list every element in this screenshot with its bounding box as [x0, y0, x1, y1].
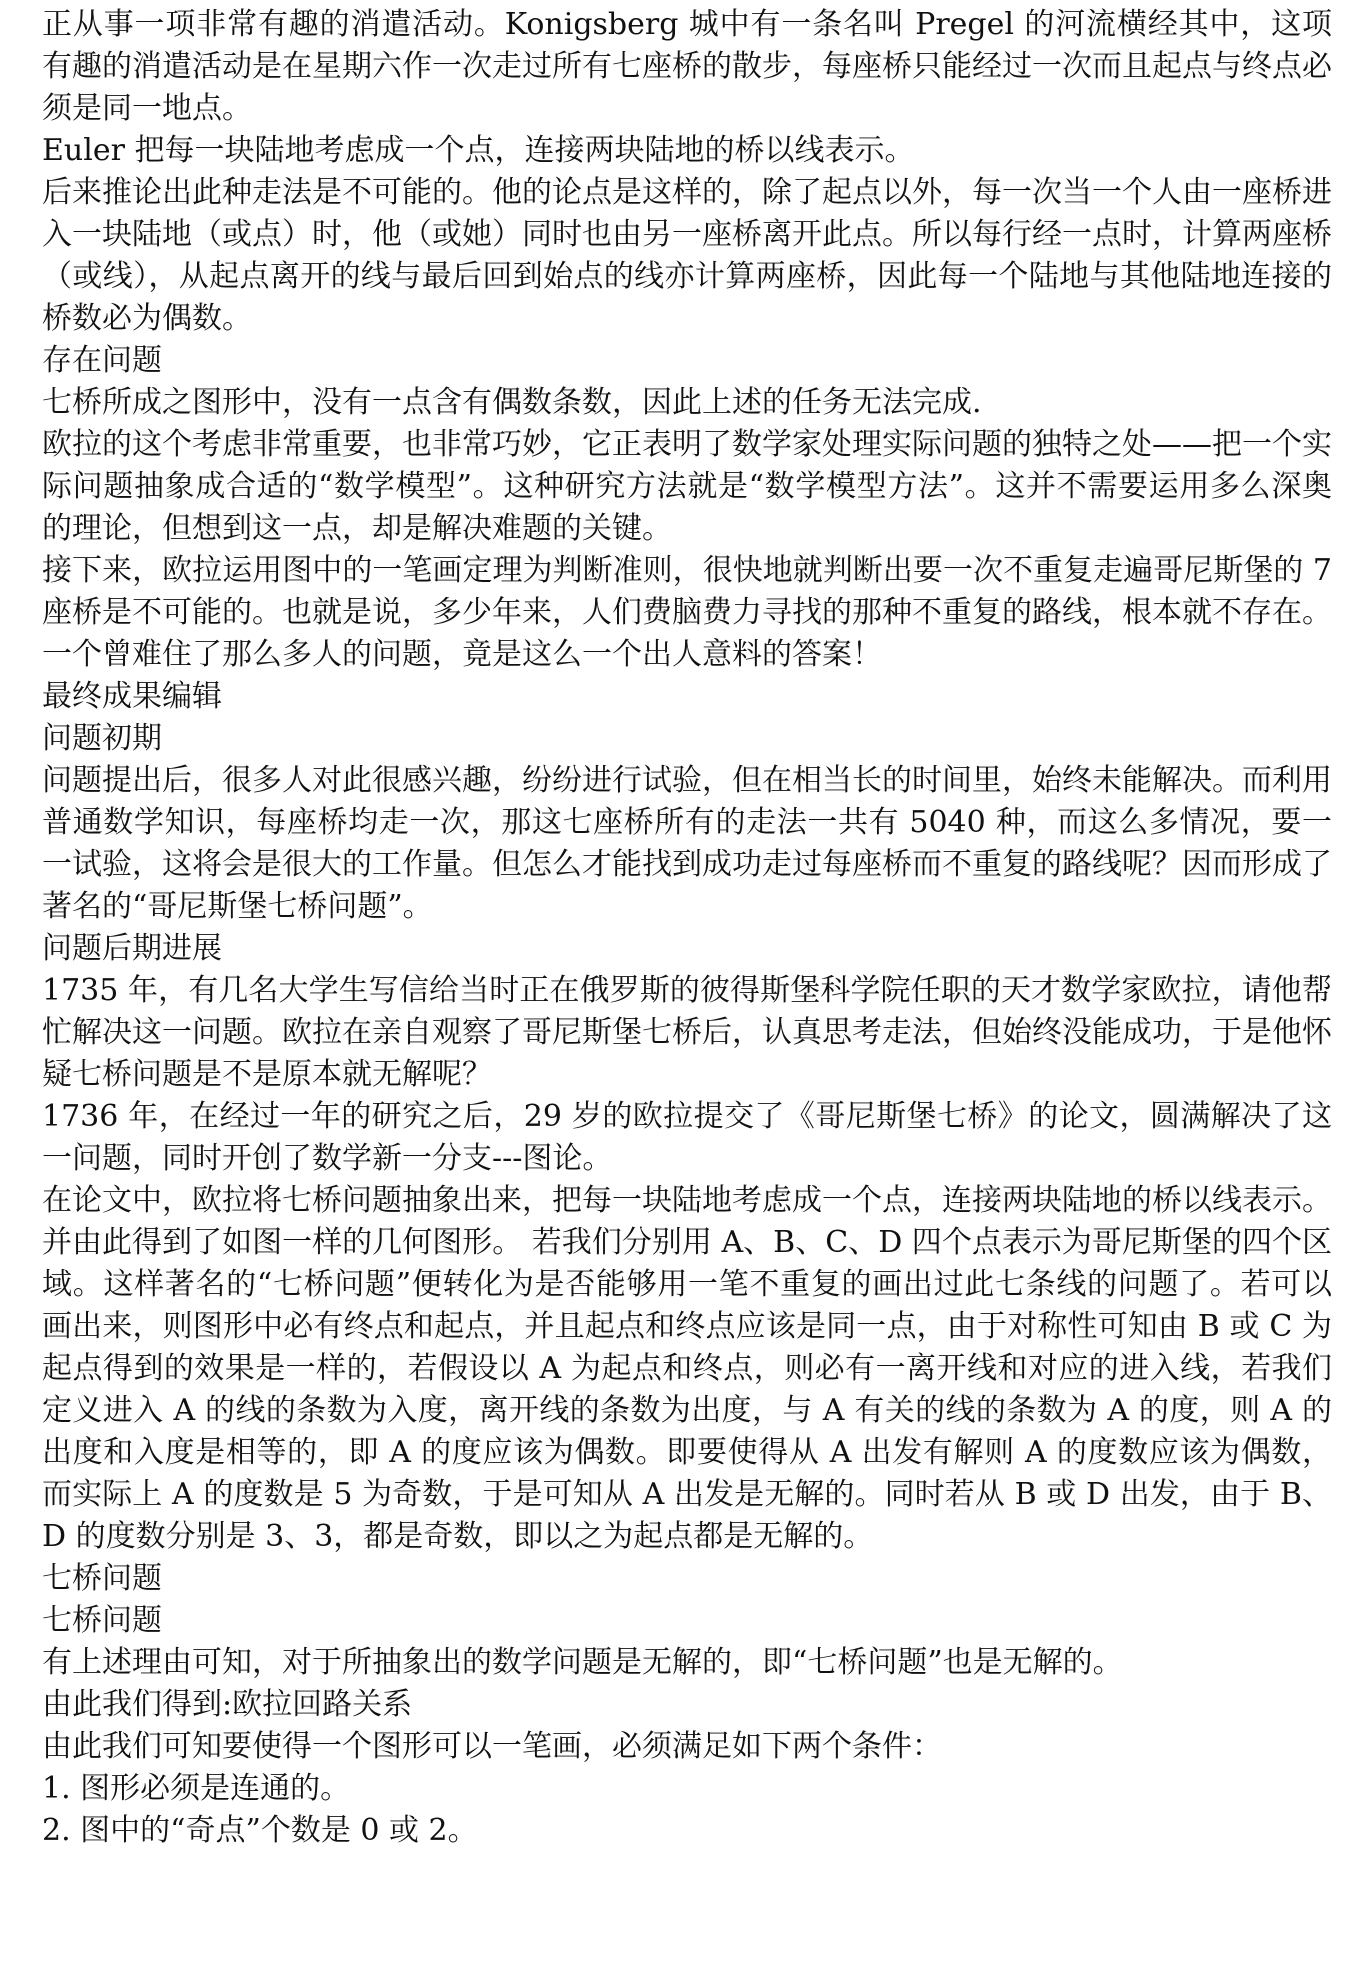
list-item-odd-points: 2. 图中的“奇点”个数是 0 或 2。: [42, 1813, 478, 1848]
paragraph-euler-points: Euler 把每一块陆地考虑成一个点，连接两块陆地的桥以线表示。: [42, 133, 915, 168]
paragraph-early-attempts: 问题提出后，很多人对此很感兴趣，纷纷进行试验，但在相当长的时间里，始终未能解决。而利用普通数学知识，每座桥均走一次，那这七座桥所有的走法一共有 5040 种，而这么多情况，要一一试验，这将会是很大的工作量。但怎么才能找到成功走过每座桥而不重复的路线呢？因而形成了著名的“哥尼斯堡七桥问题”。: [42, 763, 1332, 924]
list-item-connected: 1. 图形必须是连通的。: [42, 1771, 351, 1806]
paragraph-euler-circuit: 由此我们得到:欧拉回路关系: [42, 1687, 413, 1722]
heading-early-stage: 问题初期: [42, 721, 162, 756]
document-body: [42, 4, 1332, 1852]
heading-seven-bridges-2: 七桥问题: [42, 1603, 162, 1638]
paragraph-argument: 后来推论出此种走法是不可能的。他的论点是这样的，除了起点以外，每一次当一个人由一座桥进入一块陆地（或点）时，他（或她）同时也由另一座桥离开此点。所以每行经一点时，计算两座桥（或线），从起点离开的线与最后回到始点的线亦计算两座桥，因此每一个陆地与其他陆地连接的桥数必为偶数。: [42, 175, 1332, 336]
heading-existence-problem: 存在问题: [42, 343, 162, 378]
paragraph-1735-letter: 1735 年，有几名大学生写信给当时正在俄罗斯的彼得斯堡科学院任职的天才数学家欧拉，请他帮忙解决这一问题。欧拉在亲自观察了哥尼斯堡七桥后，认真思考走法，但始终没能成功，于是他怀疑七桥问题是不是原本就无解呢？: [42, 973, 1332, 1092]
paragraph-conditions-intro: 由此我们可知要使得一个图形可以一笔画，必须满足如下两个条件：: [42, 1729, 942, 1764]
paragraph-no-even-point: 七桥所成之图形中，没有一点含有偶数条数，因此上述的任务无法完成.: [42, 385, 982, 420]
paragraph-one-stroke-theorem: 接下来，欧拉运用图中的一笔画定理为判断准则，很快地就判断出要一次不重复走遍哥尼斯堡的 7 座桥是不可能的。也就是说，多少年来，人们费脑费力寻找的那种不重复的路线，根本就不存在。一个曾难住了那么多人的问题，竟是这么一个出人意料的答案！: [42, 553, 1332, 672]
heading-seven-bridges-1: 七桥问题: [42, 1561, 162, 1596]
paragraph-graph-analysis: 在论文中，欧拉将七桥问题抽象出来，把每一块陆地考虑成一个点，连接两块陆地的桥以线表示。并由此得到了如图一样的几何图形。 若我们分别用 A、B、C、D 四个点表示为哥尼斯堡的四个区域。这样著名的“七桥问题”便转化为是否能够用一笔不重复的画出过此七条线的问题了。若可以画出来，则图形中必有终点和起点，并且起点和终点应该是同一点，由于对称性可知由 B 或 C 为起点得到的效果是一样的，若假设以 A 为起点和终点，则必有一离开线和对应的进入线，若我们定义进入 A 的线的条数为入度，离开线的条数为出度，与 A 有关的线的条数为 A 的度，则 A 的出度和入度是相等的，即 A 的度应该为偶数。即要使得从 A 出发有解则 A 的度数应该为偶数，而实际上 A 的度数是 5 为奇数，于是可知从 A 出发是无解的。同时若从 B 或 D 出发，由于 B、D 的度数分别是 3、3，都是奇数，即以之为起点都是无解的。: [42, 1183, 1332, 1554]
paragraph-no-solution: 有上述理由可知，对于所抽象出的数学问题是无解的，即“七桥问题”也是无解的。: [42, 1645, 1123, 1680]
paragraph-math-model: 欧拉的这个考虑非常重要，也非常巧妙，它正表明了数学家处理实际问题的独特之处——把一个实际问题抽象成合适的“数学模型”。这种研究方法就是“数学模型方法”。这并不需要运用多么深奥的理论，但想到这一点，却是解决难题的关键。: [42, 427, 1332, 546]
paragraph-1736-paper: 1736 年，在经过一年的研究之后，29 岁的欧拉提交了《哥尼斯堡七桥》的论文，圆满解决了这一问题，同时开创了数学新一分支---图论。: [42, 1099, 1332, 1176]
paragraph-intro: 正从事一项非常有趣的消遣活动。Konigsberg 城中有一条名叫 Pregel 的河流横经其中，这项有趣的消遣活动是在星期六作一次走过所有七座桥的散步，每座桥只能经过一次而且起点与终点必须是同一地点。: [42, 7, 1332, 126]
heading-later-progress: 问题后期进展: [42, 931, 222, 966]
heading-final-result: 最终成果编辑: [42, 679, 222, 714]
